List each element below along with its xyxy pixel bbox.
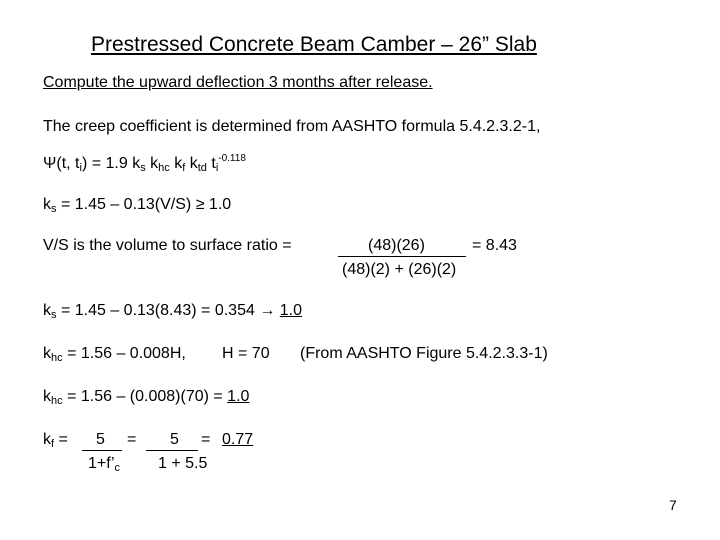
formula-text: Ψ(t, t [43,155,80,172]
vs-fraction-bar [338,256,466,257]
vs-numerator: (48)(26) [368,237,425,254]
subscript: f [51,438,55,450]
subscript: i [215,162,219,174]
aashto-reference: (From AASHTO Figure 5.4.2.3.3-1) [300,345,548,362]
formula-text: = [54,431,68,448]
formula-text: k [43,388,51,405]
kf-numerator-1: 5 [96,431,105,448]
formula-text: ) = 1.9 k [81,155,141,172]
vs-label: V/S is the volume to surface ratio = [43,237,292,254]
ks-computed [43,303,302,321]
creep-coefficient-formula [43,154,246,174]
formula-text: = 1.45 – 0.13(8.43) = 0.354 → [56,302,280,319]
subscript: hc [158,162,170,174]
kf-equals-2: = [201,431,211,448]
subscript: s [51,203,57,215]
kf-denominator-1 [88,456,120,474]
khc-computed [43,389,249,407]
kf-fraction-bar-1 [82,450,122,451]
subscript: hc [51,352,63,364]
subtitle: Compute the upward deflection 3 months after release. [43,74,433,91]
kf-result: 0.77 [222,431,254,448]
ks-formula [43,197,231,215]
humidity-value: H = 70 [222,345,270,362]
subscript: s [140,162,146,174]
intro-text: The creep coefficient is determined from AASHTO formula 5.4.2.3.2-1, [43,118,541,135]
kf-label [43,432,68,450]
vs-result: = 8.43 [472,237,517,254]
formula-text: t [206,155,216,172]
kf-equals-1: = [127,431,137,448]
formula-text: k [145,155,159,172]
ks-final-value: 1.0 [279,302,303,319]
subscript: s [51,309,57,321]
khc-formula [43,346,186,364]
formula-text: k [169,155,183,172]
formula-text: k [43,196,51,213]
formula-text: k [43,302,51,319]
formula-text: = 1.45 – 0.13(V/S) ≥ 1.0 [56,196,232,213]
subscript: i [79,162,82,174]
formula-text: k [43,431,51,448]
subscript: td [197,162,207,174]
khc-final-value: 1.0 [227,388,250,405]
subscript: f [182,162,186,174]
kf-fraction-bar-2 [146,450,198,451]
formula-text: k [185,155,198,172]
subscript: hc [51,395,63,407]
vs-denominator: (48)(2) + (26)(2) [342,261,457,278]
page-number: 7 [669,497,677,513]
exponent: -0.118 [218,153,246,164]
page-title: Prestressed Concrete Beam Camber – 26” Slab [91,33,537,56]
formula-text: = 1.56 – (0.008)(70) = [62,388,228,405]
kf-denominator-2: 1 + 5.5 [158,455,208,472]
subscript: c [114,462,121,474]
formula-text: k [43,345,51,362]
kf-numerator-2: 5 [170,431,179,448]
formula-text: 1+f’ [88,455,115,472]
formula-text: = 1.56 – 0.008H, [62,345,186,362]
